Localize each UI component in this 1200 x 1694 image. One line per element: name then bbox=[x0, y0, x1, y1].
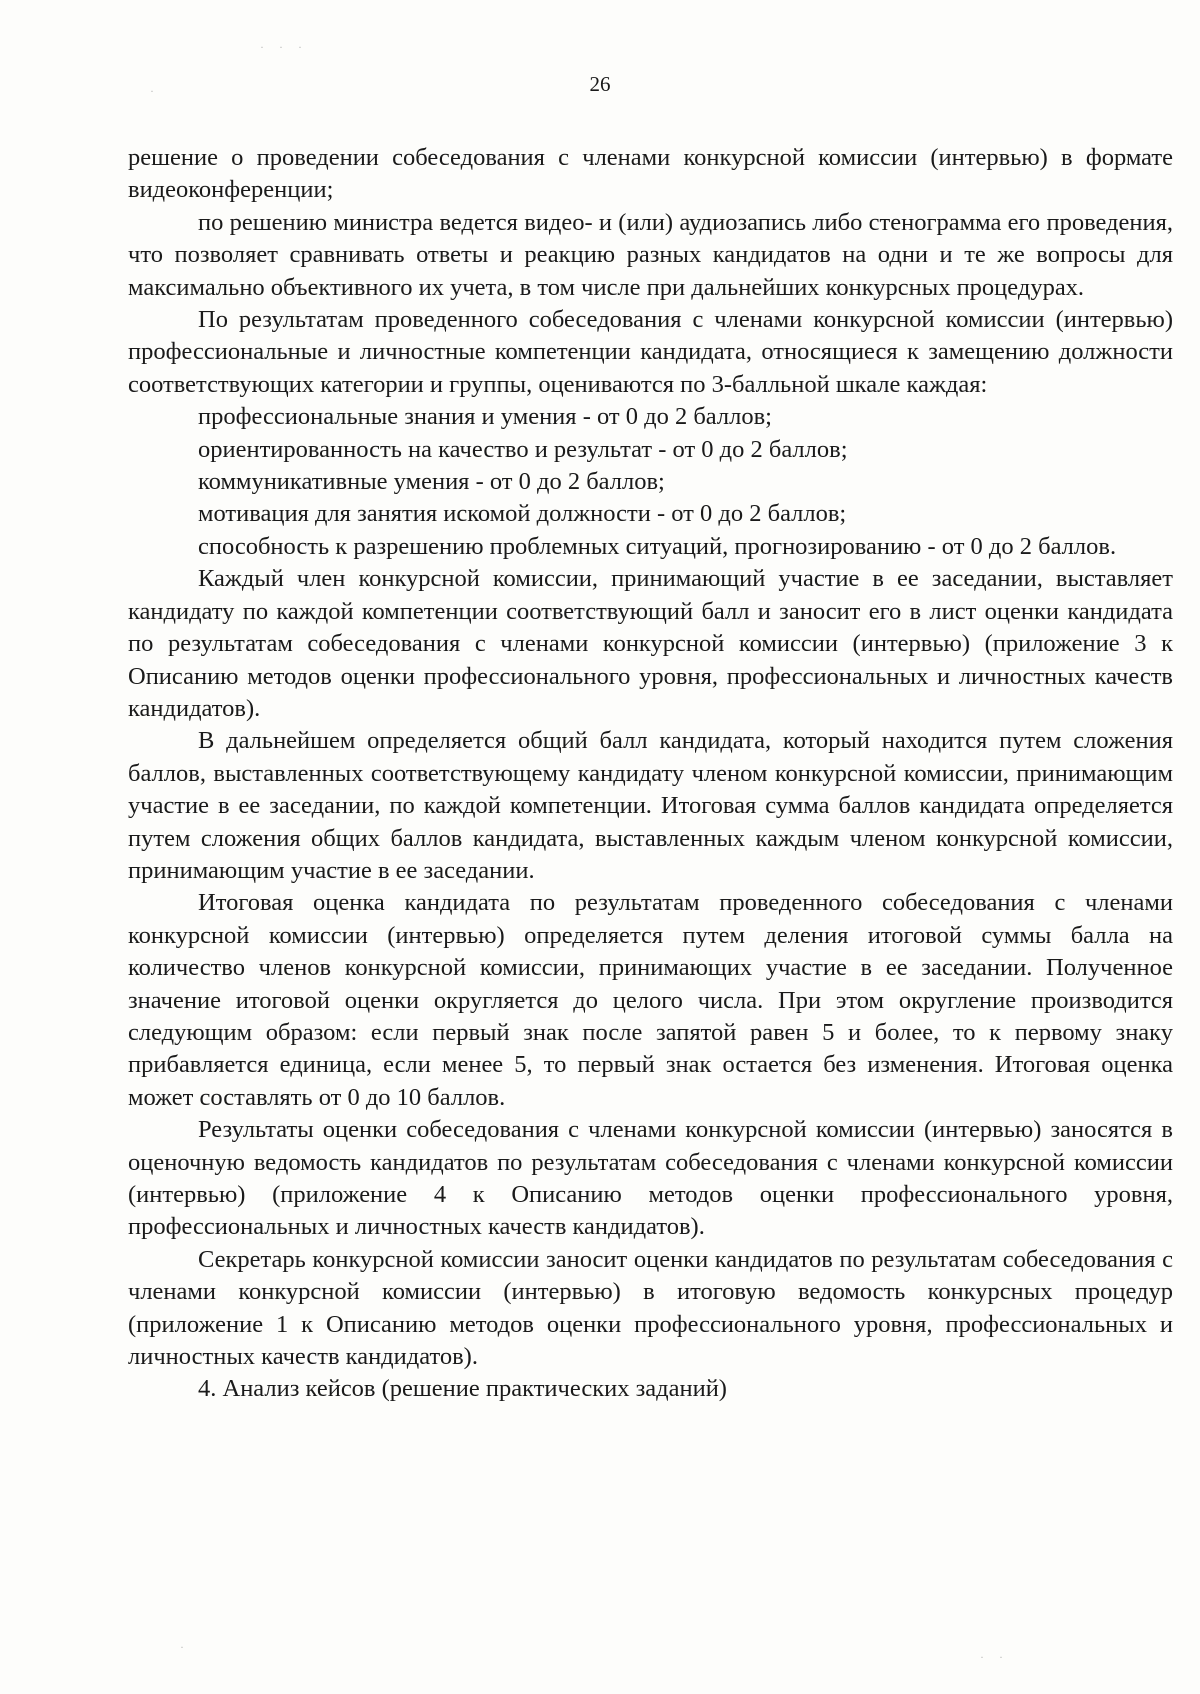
section-heading: 4. Анализ кейсов (решение практических заданий) bbox=[198, 1375, 727, 1403]
paragraph: Каждый член конкурсной комиссии, принимающий участие в ее заседании, выставляет кандидату по каждой компетенции соответствующий балл и заносит его в лист оценки кандидата по результатам собеседования с членами конкурсной комиссии (интервью) (приложение 3 к Описанию методов оценки профессионального уровня, профессиональных и личностных качеств кандидатов). bbox=[128, 565, 1173, 722]
document-body bbox=[128, 142, 1173, 1406]
page-number: 26 bbox=[589, 72, 611, 96]
scan-noise: · · · bbox=[260, 40, 308, 54]
list-item: способность к разрешению проблемных ситуаций, прогнозированию - от 0 до 2 баллов. bbox=[198, 532, 1117, 560]
paragraph: Результаты оценки собеседования с членами конкурсной комиссии (интервью) заносятся в оценочную ведомость кандидатов по результатам собеседования с членами конкурсной комиссии (интервью) (приложение 4 к Описанию методов оценки профессионального уровня, профессиональных и личностных качеств кандидатов). bbox=[128, 1116, 1173, 1241]
paragraph: Итоговая оценка кандидата по результатам проведенного собеседования с членами конкурсной комиссии (интервью) определяется путем деления итоговой суммы балла на количество членов конкурсной комиссии, принимающих участие в ее заседании. Полученное значение итоговой оценки округляется до целого числа. При этом округление производится следующим образом: если первый знак после запятой равен 5 и более, то к первому знаку прибавляется единица, если менее 5, то первый знак остается без изменения. Итоговая оценка может составлять от 0 до 10 баллов. bbox=[128, 889, 1173, 1111]
scan-noise: · · bbox=[980, 1650, 1009, 1664]
paragraph: Секретарь конкурсной комиссии заносит оценки кандидатов по результатам собеседования с членами конкурсной комиссии (интервью) в итоговую ведомость конкурсных процедур (приложение 1 к Описанию методов оценки профессионального уровня, профессиональных и личностных качеств кандидатов). bbox=[128, 1245, 1173, 1371]
paragraph: по решению министра ведется видео- и (или) аудиозапись либо стенограмма его проведения, что позволяет сравнивать ответы и реакцию разных кандидатов на одни и те же вопросы для максимально объективного их учета, в том числе при дальнейших конкурсных процедурах. bbox=[128, 208, 1173, 301]
scan-noise: · bbox=[180, 1640, 190, 1654]
list-item: мотивация для занятия искомой должности - от 0 до 2 баллов; bbox=[198, 500, 847, 528]
list-item: профессиональные знания и умения - от 0 до 2 баллов; bbox=[198, 403, 772, 431]
paragraph: В дальнейшем определяется общий балл кандидата, который находится путем сложения баллов, выставленных соответствующему кандидату членом конкурсной комиссии, принимающим участие в ее заседании, по каждой компетенции. Итоговая сумма баллов кандидата определяется путем сложения общих баллов кандидата, выставленных каждым членом конкурсной комиссии, принимающим участие в ее заседании. bbox=[128, 727, 1173, 884]
scan-noise: · bbox=[150, 84, 160, 98]
list-item: ориентированность на качество и результат - от 0 до 2 баллов; bbox=[198, 435, 848, 463]
paragraph: решение о проведении собеседования с членами конкурсной комиссии (интервью) в формате видеоконференции; bbox=[128, 144, 1173, 204]
paragraph: По результатам проведенного собеседования с членами конкурсной комиссии (интервью) профессиональные и личностные компетенции кандидата, относящиеся к замещению должности соответствующих категории и группы, оцениваются по 3-балльной шкале каждая: bbox=[128, 306, 1173, 398]
list-item: коммуникативные умения - от 0 до 2 баллов; bbox=[198, 468, 665, 496]
